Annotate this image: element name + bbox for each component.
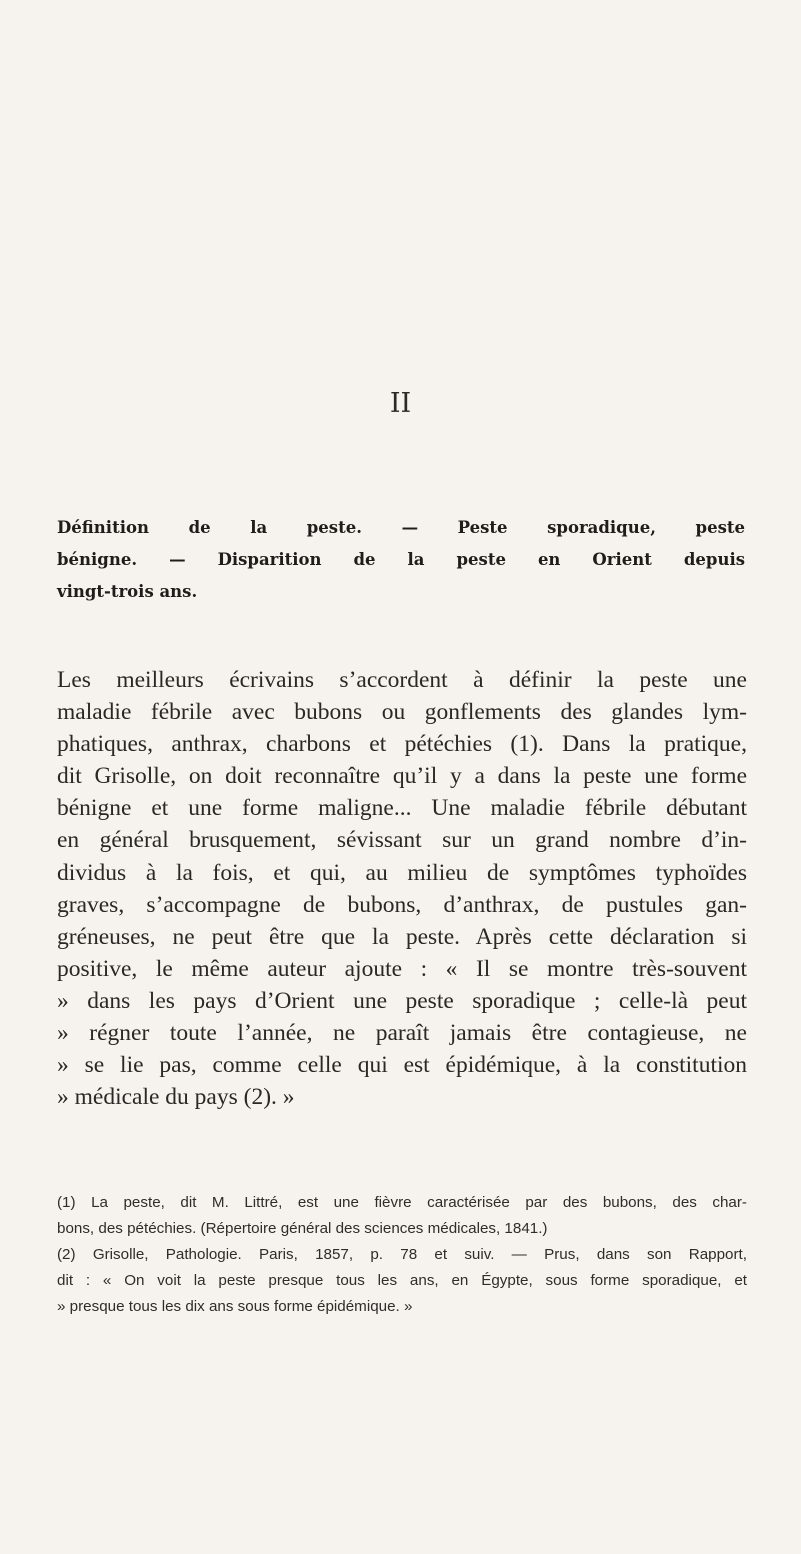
footnote-line: dit : « On voit la peste presque tous les ans, en Égypte, sous forme sporadique, et	[57, 1272, 747, 1289]
body-line: » médicale du pays (2). »	[57, 1084, 295, 1111]
body-line: dividus à la fois, et qui, au milieu de symptômes typhoïdes	[57, 859, 747, 886]
footnote-line: (2) Grisolle, Pathologie. Paris, 1857, p. 78 et suiv. — Prus, dans son Rapport,	[57, 1246, 747, 1263]
chapter-number: II	[389, 388, 412, 419]
body-line: graves, s’accompagne de bubons, d’anthrax, de pustules gan-	[57, 891, 747, 918]
body-line: bénigne et une forme maligne... Une maladie fébrile débutant	[57, 795, 747, 822]
footnote-line: » presque tous les dix ans sous forme épidémique. »	[57, 1298, 413, 1315]
body-line: phatiques, anthrax, charbons et pétéchies (1). Dans la pratique,	[57, 731, 747, 758]
body-line: gréneuses, ne peut être que la peste. Après cette déclaration si	[57, 923, 747, 950]
footnote-line: bons, des pétéchies. (Répertoire général des sciences médicales, 1841.)	[57, 1220, 548, 1237]
footnotes	[57, 1190, 747, 1320]
body-line: maladie fébrile avec bubons ou gonflements des glandes lym-	[57, 699, 747, 726]
body-line: » régner toute l’année, ne paraît jamais être contagieuse, ne	[57, 1020, 747, 1047]
body-line: en général brusquement, sévissant sur un grand nombre d’in-	[57, 827, 747, 854]
footnote-line: (1) La peste, dit M. Littré, est une fièvre caractérisée par des bubons, des char-	[57, 1194, 747, 1211]
summary-line: bénigne. — Disparition de la peste en Orient depuis	[57, 550, 745, 569]
body-line: » se lie pas, comme celle qui est épidémique, à la constitution	[57, 1052, 747, 1079]
body-line: dit Grisolle, on doit reconnaître qu’il y a dans la peste une forme	[57, 763, 747, 790]
body-line: Les meilleurs écrivains s’accordent à définir la peste une	[57, 667, 747, 693]
body-line: » dans les pays d’Orient une peste sporadique ; celle-là peut	[57, 987, 747, 1014]
summary-line: Définition de la peste. — Peste sporadique, peste	[57, 518, 745, 537]
summary-line: vingt-trois ans.	[57, 582, 198, 601]
chapter-summary	[57, 512, 745, 608]
body-paragraph	[57, 664, 747, 1113]
body-line: positive, le même auteur ajoute : « Il se montre très-souvent	[57, 955, 747, 982]
